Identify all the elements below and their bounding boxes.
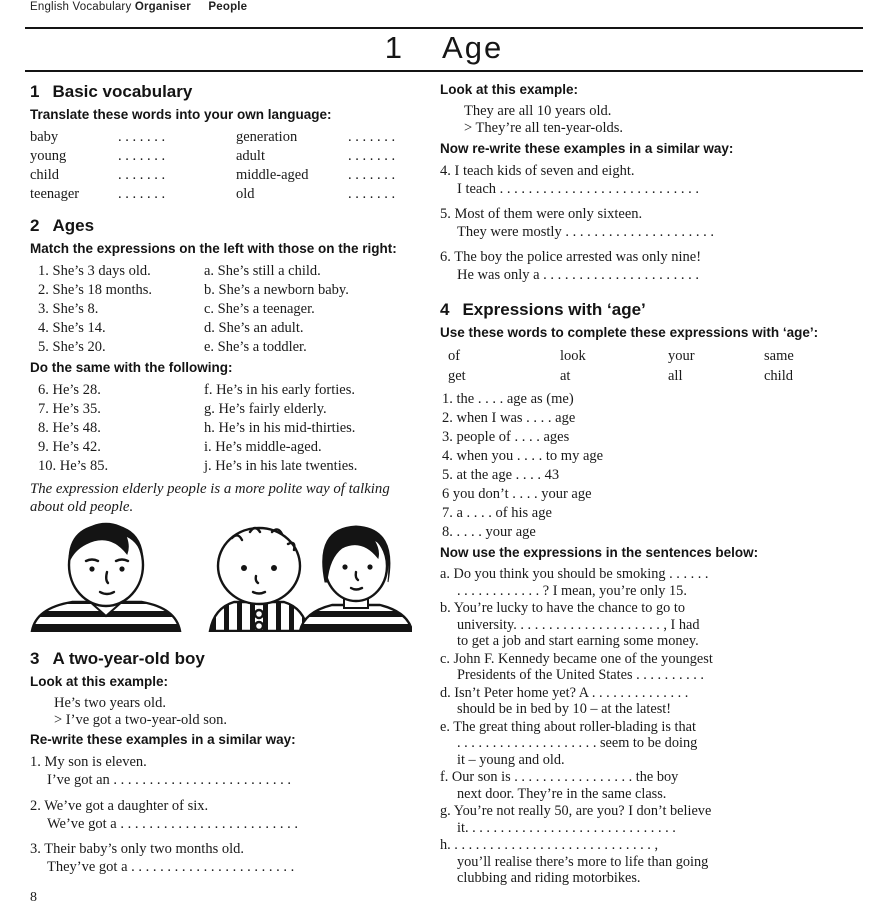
example-line: They are all 10 years old. <box>464 102 612 119</box>
age-expression: 5. at the age . . . . 43 <box>442 467 560 484</box>
vocab-word: baby <box>30 128 59 145</box>
sentence-line: clubbing and riding motorbikes. <box>457 870 641 887</box>
rewrite-item <box>30 797 426 833</box>
rewrite-prompt: 6. The boy the police arrested was only nine! <box>440 249 702 266</box>
age-expression: 4. when you . . . . to my age <box>442 448 604 465</box>
match-item: 9. He’s 42. <box>38 438 101 455</box>
match-item: 7. He’s 35. <box>38 400 101 417</box>
sentence-line: it. . . . . . . . . . . . . . . . . . . . . . . . . . . . . . <box>457 819 676 836</box>
match-item: 1. She’s 3 days old. <box>38 262 151 279</box>
right-column <box>440 80 852 888</box>
rewrite-item <box>440 162 852 198</box>
rewrite-item <box>30 840 426 876</box>
title-rule-top <box>25 27 863 29</box>
match-item: 8. He’s 48. <box>38 419 101 436</box>
age-expression: 6 you don’t . . . . your age <box>442 486 592 503</box>
section-3-title: A two-year-old boy <box>52 648 205 668</box>
section-4-number: 4 <box>440 300 450 320</box>
sentence-line: to get a job and start earning some money. <box>457 633 699 650</box>
age-expression: 1. the . . . . age as (me) <box>442 391 574 408</box>
rewrite-prompt: 2. We’ve got a daughter of six. <box>30 797 209 814</box>
rewrite-prompt: 1. My son is eleven. <box>30 754 147 771</box>
age-expression: 8. . . . . your age <box>442 524 536 541</box>
gap-sentence <box>440 600 852 650</box>
gap-sentence <box>440 651 852 684</box>
age-expression: 2. when I was . . . . age <box>442 410 576 427</box>
section-1-number: 1 <box>30 82 40 101</box>
gap-sentence <box>440 803 852 836</box>
answer-dots: . . . . . . . <box>118 147 166 164</box>
boy-figure <box>32 524 180 631</box>
answer-dots: . . . . . . . <box>348 166 396 183</box>
match-item: 4. She’s 14. <box>38 319 106 336</box>
bank-word: at <box>560 368 571 385</box>
section-3b-look-label: Look at this example: <box>440 82 579 97</box>
running-head <box>30 1 247 13</box>
match-item: h. He’s in his mid-thirties. <box>204 419 356 436</box>
match-item: 3. She’s 8. <box>38 300 99 317</box>
rewrite-answer-line: We’ve got a . . . . . . . . . . . . . . . . . . . . . . . . . <box>47 815 298 832</box>
section-1-title: Basic vocabulary <box>52 82 193 101</box>
rewrite-answer-line: They were mostly . . . . . . . . . . . . . . . . . . . . . <box>457 223 714 240</box>
sentence-line: d. Isn’t Peter home yet? A . . . . . . . . . . . . . . <box>440 684 689 701</box>
sentence-line: should be in bed by 10 – at the latest! <box>457 701 672 718</box>
rewrite-answer-line: I teach . . . . . . . . . . . . . . . . . . . . . . . . . . . . <box>457 180 700 197</box>
match-item: g. He’s fairly elderly. <box>204 400 327 417</box>
match-item: a. She’s still a child. <box>204 262 321 279</box>
sentence-line: . . . . . . . . . . . . . . . . . . . . seem to be doing <box>457 735 698 752</box>
bank-word: all <box>668 368 683 385</box>
bank-word: get <box>448 368 466 385</box>
sentence-line: a. Do you think you should be smoking . . . . . . <box>440 566 709 583</box>
vocab-word: child <box>30 166 59 183</box>
age-expression: 7. a . . . . of his age <box>442 505 552 522</box>
section-4-instruction: Use these words to complete these expressions with ‘age’: <box>440 325 819 341</box>
children-illustration <box>30 520 426 637</box>
section-2-instruction-2: Do the same with the following: <box>30 359 233 375</box>
vocab-word: middle-aged <box>236 166 309 183</box>
gap-sentence <box>440 685 852 718</box>
sentence-line: university. . . . . . . . . . . . . . . . . . . . . , I had <box>457 616 700 633</box>
series-title: English Vocabulary <box>30 1 132 13</box>
bank-word: look <box>560 348 586 365</box>
baby-figure <box>210 528 308 631</box>
match-item: 5. She’s 20. <box>38 338 106 355</box>
age-expression: 3. people of . . . . ages <box>442 429 570 446</box>
rewrite-item <box>440 248 852 284</box>
match-item: 6. He’s 28. <box>38 381 101 398</box>
usage-note: The expression elderly people is a more polite way of talking about old people. <box>30 480 390 515</box>
girl-figure <box>300 526 412 631</box>
word-bank <box>448 346 852 386</box>
bank-word: child <box>764 368 793 385</box>
sentence-line: f. Our son is . . . . . . . . . . . . . . . . . the boy <box>440 769 679 786</box>
section-2-title: Ages <box>52 215 95 235</box>
left-column <box>30 80 426 906</box>
age-expressions-list <box>442 390 852 542</box>
section-1-heading <box>30 82 426 102</box>
chapter-number: 1 <box>384 30 405 65</box>
rewrite-answer-line: He was only a . . . . . . . . . . . . . . . . . . . . . . <box>457 267 700 284</box>
gap-sentence <box>440 769 852 802</box>
page-number: 8 <box>30 890 37 905</box>
match-item: c. She’s a teenager. <box>204 300 315 317</box>
section-1-instruction: Translate these words into your own language: <box>30 107 332 122</box>
match-item: j. He’s in his late twenties. <box>204 457 358 474</box>
match-item: 2. She’s 18 months. <box>38 281 152 298</box>
rewrite-prompt: 4. I teach kids of seven and eight. <box>440 162 635 179</box>
answer-dots: . . . . . . . <box>348 147 396 164</box>
ages-match-list-2 <box>38 381 426 476</box>
section-2-number: 2 <box>30 215 40 235</box>
answer-dots: . . . . . . . <box>118 185 166 202</box>
rewrite-answer-line: I’ve got an . . . . . . . . . . . . . . . . . . . . . . . . . <box>47 772 292 789</box>
vocab-word-grid <box>30 128 426 204</box>
vocab-word: generation <box>236 128 298 145</box>
match-item: i. He’s middle-aged. <box>204 438 322 455</box>
series-title-bold: Organiser <box>134 1 191 13</box>
answer-dots: . . . . . . . <box>348 185 396 202</box>
rewrite-item <box>30 753 426 789</box>
children-illustration-svg <box>30 520 412 632</box>
answer-dots: . . . . . . . <box>348 128 396 145</box>
section-3-number: 3 <box>30 648 40 668</box>
section-title: People <box>208 1 248 13</box>
answer-dots: . . . . . . . <box>118 166 166 183</box>
match-item: 10. He’s 85. <box>38 457 109 474</box>
sentence-line: next door. They’re in the same class. <box>457 785 667 802</box>
match-item: b. She’s a newborn baby. <box>204 281 349 298</box>
vocab-word: adult <box>236 147 265 164</box>
sentence-line: . . . . . . . . . . . . ? I mean, you’re only 15. <box>457 582 687 599</box>
example-line: He’s two years old. <box>54 694 166 711</box>
chapter-name: Age <box>442 30 504 65</box>
sentence-line: b. You’re lucky to have the chance to go to <box>440 600 685 617</box>
match-item: d. She’s an adult. <box>204 319 304 336</box>
rewrite-item <box>440 205 852 241</box>
section-2-instruction: Match the expressions on the left with those on the right: <box>30 240 397 256</box>
rewrite-prompt: 3. Their baby’s only two months old. <box>30 840 245 857</box>
match-item: f. He’s in his early forties. <box>204 381 356 398</box>
bank-word: of <box>448 348 461 365</box>
vocab-word: young <box>30 147 67 164</box>
ages-match-list-1 <box>38 262 426 357</box>
title-rule-bottom <box>25 70 863 72</box>
match-item: e. She’s a toddler. <box>204 338 307 355</box>
section-2-heading <box>30 216 426 236</box>
sentence-line: g. You’re not really 50, are you? I don’t believe <box>440 803 712 820</box>
sentence-line: it – young and old. <box>457 751 565 768</box>
example-line: > They’re all ten-year-olds. <box>464 120 623 137</box>
vocab-word: old <box>236 185 255 202</box>
section-4-heading <box>440 300 852 320</box>
section-4-now-label: Now use the expressions in the sentences below: <box>440 545 759 561</box>
sentence-line: c. John F. Kennedy became one of the youngest <box>440 650 713 667</box>
section-3-rewrite-label: Re-write these examples in a similar way: <box>30 732 296 748</box>
answer-dots: . . . . . . . <box>118 128 166 145</box>
gap-sentence <box>440 837 852 887</box>
sentence-line: e. The great thing about roller-blading is that <box>440 718 696 735</box>
section-3b-rewrite-label: Now re-write these examples in a similar way: <box>440 140 734 156</box>
gap-sentence <box>440 566 852 599</box>
chapter-title <box>25 30 863 66</box>
bank-word: same <box>764 348 794 365</box>
rewrite-answer-line: They’ve got a . . . . . . . . . . . . . . . . . . . . . . . <box>47 858 295 875</box>
gap-sentence <box>440 719 852 769</box>
sentence-line: h. . . . . . . . . . . . . . . . . . . . . . . . . . . . . , <box>440 837 659 854</box>
sentence-line: Presidents of the United States . . . . . . . . . . <box>457 667 704 684</box>
section-4-title: Expressions with ‘age’ <box>462 300 646 320</box>
section-3-look-label: Look at this example: <box>30 673 169 689</box>
sentence-line: you’ll realise there’s more to life than going <box>457 853 709 870</box>
vocab-word: teenager <box>30 185 80 202</box>
rewrite-prompt: 5. Most of them were only sixteen. <box>440 205 643 222</box>
section-3-heading <box>30 649 426 669</box>
example-line: > I’ve got a two-year-old son. <box>54 711 227 728</box>
bank-word: your <box>668 348 695 365</box>
